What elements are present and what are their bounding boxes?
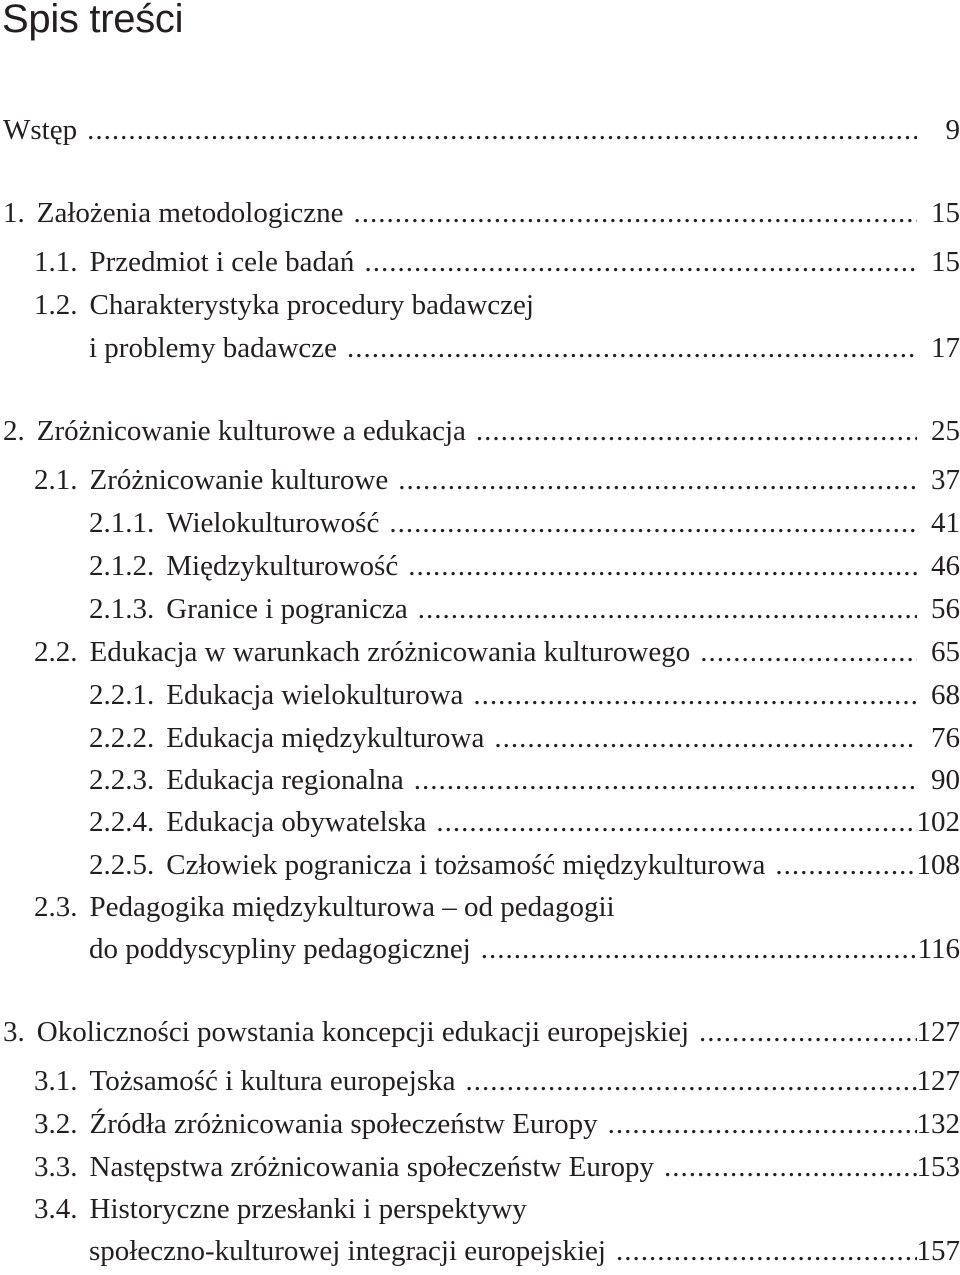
- toc-page-number: 15: [931, 246, 960, 278]
- toc-entry-text: Wstęp: [3, 114, 78, 146]
- toc-leader-dots: [664, 1147, 917, 1187]
- toc-entry[interactable]: [34, 632, 923, 672]
- toc-entry-text: Człowiek pogranicza i tożsamość międzykulturowa: [166, 849, 766, 881]
- toc-entry[interactable]: [34, 460, 923, 500]
- toc-page-number: 65: [931, 636, 960, 668]
- toc-leader-dots: [347, 328, 917, 368]
- toc-entry-number: 3.: [3, 1016, 25, 1048]
- toc-page-number: 46: [931, 550, 960, 582]
- toc-entry[interactable]: [89, 675, 923, 715]
- toc-entry-number: 2.3.: [34, 891, 78, 923]
- toc-entry-number: 3.4.: [34, 1193, 78, 1225]
- toc-entry-number: 2.2.2.: [89, 722, 155, 754]
- toc-entry-text: Źródła zróżnicowania społeczeństw Europy: [89, 1108, 598, 1140]
- toc-entry-number: 3.3.: [34, 1151, 78, 1183]
- toc-entry-number: 3.1.: [34, 1065, 78, 1097]
- toc-page-number: 15: [931, 197, 960, 229]
- toc-page-number: 41: [931, 507, 960, 539]
- toc-leader-dots: [608, 1104, 917, 1144]
- toc-entry[interactable]: [89, 802, 923, 842]
- toc-entry-number: 2.1.2.: [89, 550, 155, 582]
- toc-page-number: 90: [931, 764, 960, 796]
- toc-entry[interactable]: [34, 887, 615, 927]
- toc-entry-text: Zróżnicowanie kulturowe a edukacja: [36, 415, 466, 447]
- toc-entry-text: Zróżnicowanie kulturowe: [89, 464, 389, 496]
- toc-entry[interactable]: [34, 1147, 923, 1187]
- toc-page-number: 157: [916, 1235, 960, 1267]
- toc-page-number: 25: [931, 415, 960, 447]
- toc-page-number: 76: [931, 722, 960, 754]
- toc-page-number: 17: [931, 332, 960, 364]
- toc-entry[interactable]: [89, 845, 923, 885]
- toc-entry-number: 2.2.4.: [89, 806, 155, 838]
- toc-entry[interactable]: [89, 589, 923, 629]
- toc-entry-text: Edukacja regionalna: [166, 764, 404, 796]
- toc-entry-text: Edukacja międzykulturowa: [166, 722, 485, 754]
- toc-page-number: 68: [931, 679, 960, 711]
- toc-leader-dots: [699, 1012, 917, 1052]
- toc-leader-dots: [481, 929, 917, 969]
- toc-page-number: 153: [916, 1151, 960, 1183]
- toc-entry-text: Założenia metodologiczne: [36, 197, 344, 229]
- toc-entry[interactable]: [3, 110, 923, 150]
- toc-entry-number: 1.1.: [34, 246, 78, 278]
- toc-page-number: 102: [916, 806, 960, 838]
- toc-entry-continuation[interactable]: [89, 328, 923, 368]
- toc-leader-dots: [408, 546, 917, 586]
- toc-entry-text: Historyczne przesłanki i perspektywy: [89, 1193, 527, 1225]
- toc-page-number: 37: [931, 464, 960, 496]
- toc-leader-dots: [87, 110, 917, 150]
- toc-entry[interactable]: [34, 1189, 527, 1229]
- toc-entry-text: Tożsamość i kultura europejska: [89, 1065, 456, 1097]
- page-title: Spis treści: [2, 0, 184, 41]
- toc-entry-text: do poddyscypliny pedagogicznej: [89, 933, 471, 965]
- toc-page-number: 127: [916, 1016, 960, 1048]
- toc-leader-dots: [775, 845, 917, 885]
- toc-entry-number: 2.1.1.: [89, 507, 155, 539]
- toc-leader-dots: [414, 760, 917, 800]
- toc-entry[interactable]: [3, 411, 923, 451]
- toc-entry[interactable]: [89, 546, 923, 586]
- toc-leader-dots: [616, 1231, 917, 1271]
- toc-leader-dots: [700, 632, 917, 672]
- toc-page-number: 108: [916, 849, 960, 881]
- toc-page-number: 9: [945, 114, 960, 146]
- toc-entry-number: 1.2.: [34, 289, 78, 321]
- toc-entry-text: Edukacja w warunkach zróżnicowania kulturowego: [89, 636, 691, 668]
- toc-entry-number: 1.: [3, 197, 25, 229]
- toc-entry-number: 3.2.: [34, 1108, 78, 1140]
- toc-entry[interactable]: [3, 193, 923, 233]
- toc-entry[interactable]: [89, 503, 923, 543]
- toc-leader-dots: [354, 193, 917, 233]
- toc-entry[interactable]: [89, 718, 923, 758]
- toc-entry[interactable]: [34, 1104, 923, 1144]
- toc-entry[interactable]: [3, 1012, 923, 1052]
- toc-page-number: 132: [916, 1108, 960, 1140]
- toc-leader-dots: [494, 718, 917, 758]
- toc-leader-dots: [418, 589, 917, 629]
- toc-entry-text: Okoliczności powstania koncepcji edukacji europejskiej: [36, 1016, 690, 1048]
- toc-entry-text: społeczno-kulturowej integracji europejskiej: [89, 1235, 606, 1267]
- toc-entry[interactable]: [34, 1061, 923, 1101]
- toc-entry[interactable]: [89, 760, 923, 800]
- toc-leader-dots: [466, 1061, 918, 1101]
- toc-entry-number: 2.2.5.: [89, 849, 155, 881]
- toc-entry-text: Następstwa zróżnicowania społeczeństw Europy: [89, 1151, 654, 1183]
- toc-entry-text: Granice i pogranicza: [166, 593, 408, 625]
- toc-entry-number: 2.2.3.: [89, 764, 155, 796]
- toc-entry-text: i problemy badawcze: [89, 332, 338, 364]
- toc-leader-dots: [476, 411, 917, 451]
- toc-entry-text: Pedagogika międzykulturowa – od pedagogii: [89, 891, 615, 923]
- toc-entry-number: 2.2.1.: [89, 679, 155, 711]
- toc-entry[interactable]: [34, 242, 923, 282]
- toc-entry-text: Międzykulturowość: [166, 550, 399, 582]
- toc-entry-text: Przedmiot i cele badań: [89, 246, 355, 278]
- toc-entry-continuation[interactable]: [89, 1231, 923, 1271]
- toc-leader-dots: [398, 460, 917, 500]
- toc-entry[interactable]: [34, 285, 534, 325]
- toc-entry-text: Edukacja wielokulturowa: [166, 679, 464, 711]
- toc-leader-dots: [473, 675, 917, 715]
- toc-leader-dots: [436, 802, 917, 842]
- toc-entry-number: 2.: [3, 415, 25, 447]
- toc-page-number: 116: [917, 933, 960, 965]
- toc-leader-dots: [364, 242, 917, 282]
- toc-entry-text: Charakterystyka procedury badawczej: [89, 289, 534, 321]
- toc-entry-continuation[interactable]: [89, 929, 923, 969]
- toc-entry-text: Wielokulturowość: [166, 507, 380, 539]
- toc-entry-text: Edukacja obywatelska: [166, 806, 427, 838]
- toc-entry-number: 2.2.: [34, 636, 78, 668]
- toc-page-number: 56: [931, 593, 960, 625]
- toc-leader-dots: [389, 503, 917, 543]
- toc-page-number: 127: [916, 1065, 960, 1097]
- toc-entry-number: 2.1.3.: [89, 593, 155, 625]
- toc-entry-number: 2.1.: [34, 464, 78, 496]
